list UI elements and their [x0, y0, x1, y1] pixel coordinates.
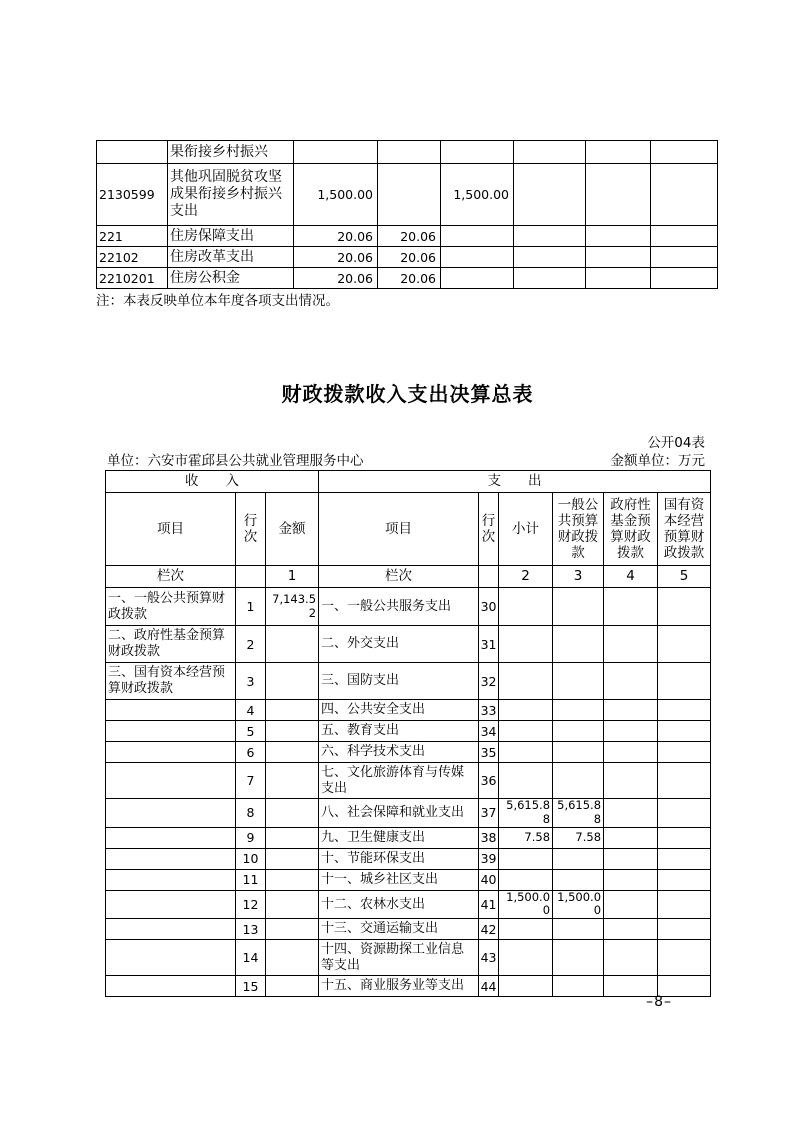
table-row [97, 164, 718, 226]
table-row [106, 869, 711, 890]
table-cell [106, 848, 236, 869]
table-cell: 15 [236, 976, 266, 997]
table-row [106, 588, 711, 626]
table-cell [604, 700, 658, 721]
table-cell [604, 869, 658, 890]
table-cell [604, 721, 658, 742]
table-cell: 20.06 [294, 247, 378, 268]
table-cell [604, 919, 658, 940]
table-cell: 十三、交通运输支出 [319, 919, 479, 940]
table-cell: 十四、资源勘探工业信息等支出 [319, 940, 479, 976]
table-cell: 221 [97, 226, 168, 247]
table-cell [106, 763, 236, 799]
table-cell: 1,500.00 [553, 890, 604, 919]
table-cell: 住房改革支出 [168, 247, 294, 268]
table-cell [514, 226, 586, 247]
table-row [97, 268, 718, 289]
table-cell: 八、社会保障和就业支出 [319, 799, 479, 828]
table-cell [266, 869, 319, 890]
table-row [106, 976, 711, 997]
table-cell [553, 869, 604, 890]
table-cell: 1 [236, 588, 266, 626]
table-cell: 三、国防支出 [319, 663, 479, 700]
table-cell: 8 [236, 799, 266, 828]
header-cell: 行次 [479, 493, 499, 566]
table-row [106, 663, 711, 700]
table-cell: 十一、城乡社区支出 [319, 869, 479, 890]
table-cell: 5,615.88 [499, 799, 553, 828]
table-cell: 32 [479, 663, 499, 700]
table-cell: 34 [479, 721, 499, 742]
table-cell [441, 226, 514, 247]
header-cell: 行次 [236, 493, 266, 566]
table-cell: 5,615.88 [553, 799, 604, 828]
table-cell: 13 [236, 919, 266, 940]
table-cell [499, 919, 553, 940]
table-cell [604, 663, 658, 700]
table-cell [604, 799, 658, 828]
table-cell: 20.06 [378, 268, 441, 289]
header-cell: 项目 [319, 493, 479, 566]
table-cell: 果衔接乡村振兴 [168, 141, 294, 164]
table-cell: 三、国有资本经营预算财政拨款 [106, 663, 236, 700]
table-cell: 其他巩固脱贫攻坚成果衔接乡村振兴支出 [168, 164, 294, 226]
table-cell [658, 799, 711, 828]
table-row [97, 141, 718, 164]
table-cell [266, 721, 319, 742]
table-cell [604, 763, 658, 799]
table-cell: 二、外交支出 [319, 626, 479, 663]
table-cell: 44 [479, 976, 499, 997]
table-cell: 二、政府性基金预算财政拨款 [106, 626, 236, 663]
table-cell [499, 721, 553, 742]
table-row [106, 799, 711, 828]
table-cell: 十五、商业服务业等支出 [319, 976, 479, 997]
table-cell [604, 940, 658, 976]
table-note: 注：本表反映单位本年度各项支出情况。 [96, 293, 339, 309]
table-cell [658, 721, 711, 742]
table-cell: 31 [479, 626, 499, 663]
table-cell: 九、卫生健康支出 [319, 827, 479, 848]
table-cell: 1,500.00 [499, 890, 553, 919]
table-cell: 7.58 [499, 827, 553, 848]
table-cell: 20.06 [294, 226, 378, 247]
table-cell: 五、教育支出 [319, 721, 479, 742]
table-cell: 1,500.00 [441, 164, 514, 226]
table-cell [499, 763, 553, 799]
table-cell [499, 940, 553, 976]
table-cell [586, 141, 651, 164]
table-cell [651, 247, 718, 268]
table-row [97, 247, 718, 268]
table-cell [378, 141, 441, 164]
table-cell [553, 663, 604, 700]
table-cell: 41 [479, 890, 499, 919]
table-cell: 2 [236, 626, 266, 663]
meta-line [107, 449, 705, 469]
table-cell [499, 700, 553, 721]
table-cell [106, 827, 236, 848]
table-cell [266, 700, 319, 721]
table-cell: 43 [479, 940, 499, 976]
table-row [106, 848, 711, 869]
table-cell: 33 [479, 700, 499, 721]
table-cell [604, 890, 658, 919]
table-cell [553, 700, 604, 721]
table-cell: 20.06 [378, 226, 441, 247]
table-cell [499, 976, 553, 997]
table-cell [499, 848, 553, 869]
table-cell [553, 976, 604, 997]
table-cell [658, 700, 711, 721]
table-row [106, 890, 711, 919]
table-row [97, 226, 718, 247]
table-cell [106, 799, 236, 828]
form-number: 公开04表 [647, 435, 705, 451]
table-cell [106, 940, 236, 976]
table-cell [553, 919, 604, 940]
page-title: 财政拨款收入支出决算总表 [281, 382, 534, 406]
table-cell [441, 141, 514, 164]
table-cell [604, 848, 658, 869]
table-cell [651, 164, 718, 226]
table-cell [658, 763, 711, 799]
table-cell [106, 869, 236, 890]
header-cell: 金额 [266, 493, 319, 566]
fiscal-summary-table [105, 470, 711, 997]
table-row [106, 919, 711, 940]
table-cell: 十二、农林水支出 [319, 890, 479, 919]
table-cell: 40 [479, 869, 499, 890]
table-cell [586, 268, 651, 289]
table-cell [658, 626, 711, 663]
header-cell: 栏次 [106, 566, 236, 588]
table-row [106, 493, 711, 566]
table-cell [658, 588, 711, 626]
table-cell [604, 742, 658, 763]
table-cell [294, 141, 378, 164]
table-cell [106, 890, 236, 919]
table-cell [658, 742, 711, 763]
table-row [106, 763, 711, 799]
header-cell: 国有资本经营预算财政拨款 [658, 493, 711, 566]
header-cell: 3 [553, 566, 604, 588]
table-cell [106, 700, 236, 721]
header-cell: 一般公共预算财政拨款 [553, 493, 604, 566]
table-cell: 38 [479, 827, 499, 848]
table-cell: 20.06 [378, 247, 441, 268]
table-row [106, 471, 711, 493]
table-cell [553, 588, 604, 626]
page-number: –8– [646, 994, 672, 1010]
table-cell: 一、一般公共预算财政拨款 [106, 588, 236, 626]
table-cell [658, 869, 711, 890]
table-cell: 37 [479, 799, 499, 828]
table-cell: 5 [236, 721, 266, 742]
unit-name: 单位：六安市霍邱县公共就业管理服务中心 [107, 453, 364, 469]
table-row [106, 700, 711, 721]
table-cell: 1,500.00 [294, 164, 378, 226]
table-cell: 7,143.52 [266, 588, 319, 626]
table-row [106, 721, 711, 742]
table-cell [604, 827, 658, 848]
table-cell [266, 742, 319, 763]
table-cell: 十、节能环保支出 [319, 848, 479, 869]
table-cell: 6 [236, 742, 266, 763]
table-cell [266, 626, 319, 663]
header-cell: 5 [658, 566, 711, 588]
table-cell [658, 663, 711, 700]
header-cell: 项目 [106, 493, 236, 566]
table-cell [266, 848, 319, 869]
table-cell: 42 [479, 919, 499, 940]
table-cell: 2210201 [97, 268, 168, 289]
header-cell: 小计 [499, 493, 553, 566]
table-cell [106, 721, 236, 742]
amount-unit-label: 金额单位：万元 [610, 453, 705, 469]
table-cell: 10 [236, 848, 266, 869]
table-cell [586, 226, 651, 247]
table-cell: 11 [236, 869, 266, 890]
table-cell [651, 226, 718, 247]
table-cell: 七、文化旅游体育与传媒支出 [319, 763, 479, 799]
table-cell [106, 919, 236, 940]
table-cell [499, 588, 553, 626]
table-cell: 39 [479, 848, 499, 869]
table-cell [658, 890, 711, 919]
table-cell [441, 247, 514, 268]
table-cell [266, 940, 319, 976]
table-cell: 7.58 [553, 827, 604, 848]
table-cell [106, 742, 236, 763]
table-cell [378, 164, 441, 226]
table-cell [586, 164, 651, 226]
header-cell: 政府性基金预算财政拨款 [604, 493, 658, 566]
table-cell [266, 799, 319, 828]
table-cell [553, 848, 604, 869]
table-cell: 2130599 [97, 164, 168, 226]
table-cell: 六、科学技术支出 [319, 742, 479, 763]
table-cell: 一、一般公共服务支出 [319, 588, 479, 626]
table-cell: 9 [236, 827, 266, 848]
table-cell [658, 848, 711, 869]
table-cell [499, 626, 553, 663]
table-cell [553, 742, 604, 763]
header-cell: 栏次 [319, 566, 479, 588]
table-cell [658, 827, 711, 848]
header-cell [479, 566, 499, 588]
table-cell [604, 588, 658, 626]
table-cell [651, 268, 718, 289]
table-cell: 7 [236, 763, 266, 799]
table-cell [499, 742, 553, 763]
table-cell [499, 869, 553, 890]
header-cell: 2 [499, 566, 553, 588]
header-cell: 4 [604, 566, 658, 588]
table-cell [266, 890, 319, 919]
table-cell [514, 164, 586, 226]
table-row [106, 742, 711, 763]
table-cell [499, 663, 553, 700]
table-cell: 14 [236, 940, 266, 976]
table-row [106, 626, 711, 663]
table-cell: 四、公共安全支出 [319, 700, 479, 721]
table-cell [586, 247, 651, 268]
expenditure-detail-table [96, 140, 718, 289]
table-row [106, 566, 711, 588]
header-cell: 支 出 [319, 471, 711, 493]
table-cell [514, 268, 586, 289]
header-cell: 收 入 [106, 471, 319, 493]
header-cell: 1 [266, 566, 319, 588]
table-cell: 住房公积金 [168, 268, 294, 289]
table-cell [651, 141, 718, 164]
table-cell [266, 763, 319, 799]
table-row [106, 827, 711, 848]
table-cell: 30 [479, 588, 499, 626]
table-row [106, 940, 711, 976]
header-cell [236, 566, 266, 588]
table-cell [553, 626, 604, 663]
table-cell [553, 721, 604, 742]
table-cell [97, 141, 168, 164]
table-cell [658, 919, 711, 940]
table-cell: 35 [479, 742, 499, 763]
table-cell: 22102 [97, 247, 168, 268]
table-cell [266, 976, 319, 997]
table-cell [266, 827, 319, 848]
table-cell [106, 976, 236, 997]
table-cell: 4 [236, 700, 266, 721]
table-cell: 20.06 [294, 268, 378, 289]
table-cell [553, 763, 604, 799]
table-cell [553, 940, 604, 976]
table-cell [658, 940, 711, 976]
table-cell: 住房保障支出 [168, 226, 294, 247]
table-cell [604, 626, 658, 663]
table-cell [441, 268, 514, 289]
table-cell [514, 247, 586, 268]
table-cell: 36 [479, 763, 499, 799]
table-cell: 3 [236, 663, 266, 700]
table-cell: 12 [236, 890, 266, 919]
table-cell [266, 663, 319, 700]
table-cell [514, 141, 586, 164]
table-cell [266, 919, 319, 940]
